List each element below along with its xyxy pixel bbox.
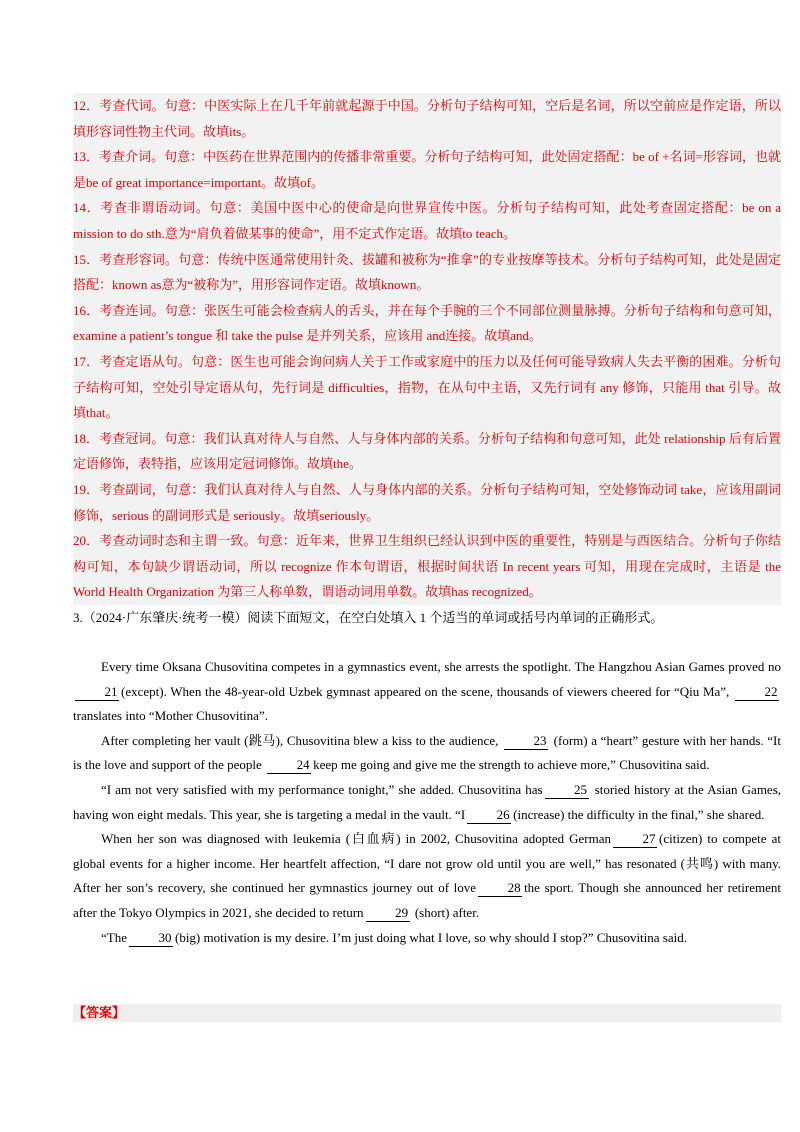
explanation-12: 12．考查代词。句意：中医实际上在几千年前就起源于中国。分析句子结构可知，空后是名词，所以空前应是作定语，所以填形容词性物主代词。故填its。 [73, 98, 781, 139]
passage-text: the sport. Though she announced her retirement after the Tokyo Olympics in 2021, she decided to return [73, 880, 781, 920]
reading-passage [73, 655, 781, 950]
question-header: 3.（2024·广东肇庆·统考一模）阅读下面短文，在空白处填入 1 个适当的单词或括号内单词的正确形式。 [73, 610, 664, 625]
explanation-14: 14．考查非谓语动词。句意：美国中医中心的使命是向世界宣传中医。分析句子结构可知，此处考查固定搭配：be on a mission to do sth.意为“肩负着做某事的使命”，用不定式作定语。故填to teach。 [73, 200, 781, 241]
blank-23: 23 [504, 733, 548, 750]
passage-paragraph-3 [73, 778, 781, 827]
passage-paragraph-5 [73, 926, 781, 951]
explanation-16: 16．考查连词。句意：张医生可能会检查病人的舌头，并在每个手腕的三个不同部位测量脉搏。分析句子结构和句意可知，examine a patient’s tongue 和 take the pulse 是并列关系，应该用 and连接。故填and。 [73, 302, 781, 344]
passage-text: When her son was diagnosed with leukemia (白血病) in 2002, Chusovitina adopted German [101, 831, 612, 847]
explanation-17: 17．考查定语从句。句意：医生也可能会询问病人关于工作或家庭中的压力以及任何可能导致病人失去平衡的困难。分析句子结构可知，空处引导定语从句，先行词是 difficulties，指物，在从句中主语，又先行词有 any 修饰，只能用 that 引导。故填that。 [73, 353, 781, 421]
passage-paragraph-1 [73, 655, 781, 729]
passage-text: After completing her vault (跳马), Chusovitina blew a kiss to the audience, [101, 732, 499, 748]
passage-text: (except). When the 48-year-old Uzbek gymnast appeared on the scene, thousands of viewers cheered for “Qiu Ma”, [121, 683, 730, 699]
blank-30: 30 [129, 930, 173, 947]
passage-text: (increase) the difficulty in the final,” she shared. [513, 806, 765, 822]
passage-text: translates into “Mother Chusovitina”. [73, 708, 268, 724]
explanation-20: 20．考查动词时态和主谓一致。句意：近年来，世界卫生组织已经认识到中医的重要性，特别是与西医结合。分析句子你结构可知，本句缺少谓语动词，所以 recognize 作本句谓语，根据时间状语 In recent years 可知，用现在完成时，主语是 the World Health Organization 为第三人称单数，谓语动词用单数。故填has recognized。 [73, 533, 781, 600]
answer-label: 【答案】 [73, 1004, 781, 1022]
blank-29: 29 [366, 905, 410, 922]
passage-text: storied history at the Asian Games, having won eight medals. This year, she is targeting a medal in the vault. “I [73, 781, 782, 822]
blank-25: 25 [545, 782, 589, 799]
blank-24: 24 [267, 757, 311, 774]
passage-text: (big) motivation is my desire. I’m just doing what I love, so why should I stop?” Chusovitina said. [174, 929, 687, 945]
explanation-19: 19．考查副词，句意：我们认真对待人与自然、人与身体内部的关系。分析句子结构可知，空处修饰动词 take，应该用副词修饰，serious 的副词形式是 seriously。故填seriously。 [73, 481, 781, 523]
explanation-13: 13．考查介词。句意：中医药在世界范围内的传播非常重要。分析句子结构可知，此处固定搭配：be of +名词=形容词，也就是be of great importance=important。故填of。 [73, 149, 781, 190]
explanation-18: 18．考查冠词。句意：我们认真对待人与自然、人与身体内部的关系。分析句子结构和句意可知，此处 relationship 后有后置定语修饰，表特指，应该用定冠词修饰。故填the。 [73, 430, 781, 472]
blank-27: 27 [613, 831, 657, 848]
passage-text: “The [101, 929, 127, 945]
explanation-15: 15．考查形容词。句意：传统中医通常使用针灸、拔罐和被称为“推拿”的专业按摩等技术。分析句子结构可知，此处是固定搭配：known as意为“被称为”，用形容词作定语。故填known。 [73, 251, 781, 293]
blank-28: 28 [478, 880, 522, 897]
passage-text: (short) after. [414, 904, 480, 920]
blank-26: 26 [467, 807, 511, 824]
passage-text: keep me going and give me the strength to achieve more,” Chusovitina said. [313, 757, 710, 773]
blank-21: 21 [75, 684, 119, 701]
blank-22: 22 [735, 684, 779, 701]
passage-text: Every time Oksana Chusovitina competes in a gymnastics event, she arrests the spotlight. The Hangzhou Asian Games proved no [101, 659, 781, 674]
answer-explanations [73, 93, 781, 605]
passage-paragraph-2 [73, 729, 781, 778]
passage-paragraph-4 [73, 827, 781, 925]
passage-text: (citizen) to compete at global events for a higher income. Her heartfelt affection, “I dare not grow old until you are well,” has resonated (共鸣) with many. After her son’s recovery, she continued her gymnastics journey out of love [73, 831, 781, 896]
passage-text: (form) a “heart” gesture with her hands. “It is the love and support of the people [73, 732, 782, 773]
passage-text: “I am not very satisfied with my performance tonight,” she added. Chusovitina has [101, 781, 543, 797]
